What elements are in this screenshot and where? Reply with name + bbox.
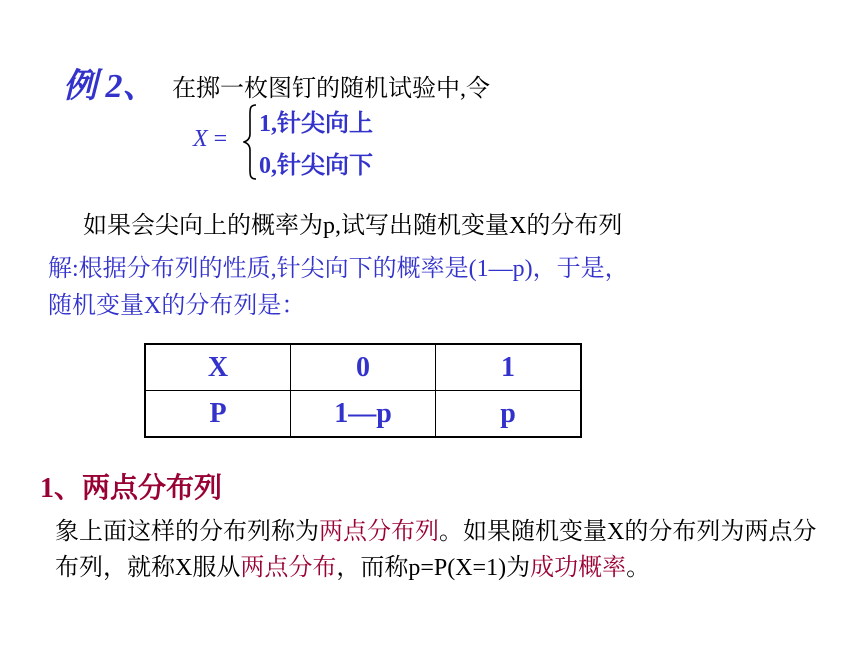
term-success-probability: 成功概率: [530, 555, 627, 581]
para-text: 。如果随机变量X的分布列为两点分布列，就称X服从: [55, 519, 817, 581]
equals-sign: =: [213, 126, 228, 152]
table-cell: p: [436, 391, 582, 438]
term-two-point-distribution: 两点分布: [240, 555, 337, 581]
table-cell: 0: [291, 344, 436, 391]
case-up: 1,针尖向上: [259, 111, 373, 137]
variable-x: X: [193, 126, 208, 152]
table-cell: X: [145, 344, 291, 391]
distribution-table: [144, 343, 582, 438]
term-two-point-distribution-list: 两点分布列: [319, 519, 439, 545]
definition-paragraph: [55, 514, 825, 586]
solution-text: [48, 251, 828, 325]
table-row: [145, 344, 581, 391]
section-title: 1、两点分布列: [40, 473, 223, 504]
table-cell: P: [145, 391, 291, 438]
para-text: 象上面这样的分布列称为: [55, 519, 319, 545]
solution-line-1: 解:根据分布列的性质,针尖向下的概率是(1—p)，于是，: [48, 256, 629, 282]
table-cell: 1—p: [291, 391, 436, 438]
case-down: 0,针尖向下: [259, 153, 373, 179]
para-text: ，而称p=P(X=1)为: [336, 555, 531, 581]
random-variable-definition: [193, 126, 227, 153]
example-label: 例 2、: [63, 68, 157, 105]
table-cell: 1: [436, 344, 582, 391]
example-statement: 在掷一枚图钉的随机试验中,令: [172, 76, 490, 102]
table-row: [145, 391, 581, 438]
para-text: 。: [626, 555, 651, 581]
solution-line-2: 随机变量X的分布列是：: [48, 293, 306, 319]
left-brace-icon: [243, 104, 257, 180]
question-text: 如果会尖向上的概率为p,试写出随机变量X的分布列: [83, 213, 623, 239]
